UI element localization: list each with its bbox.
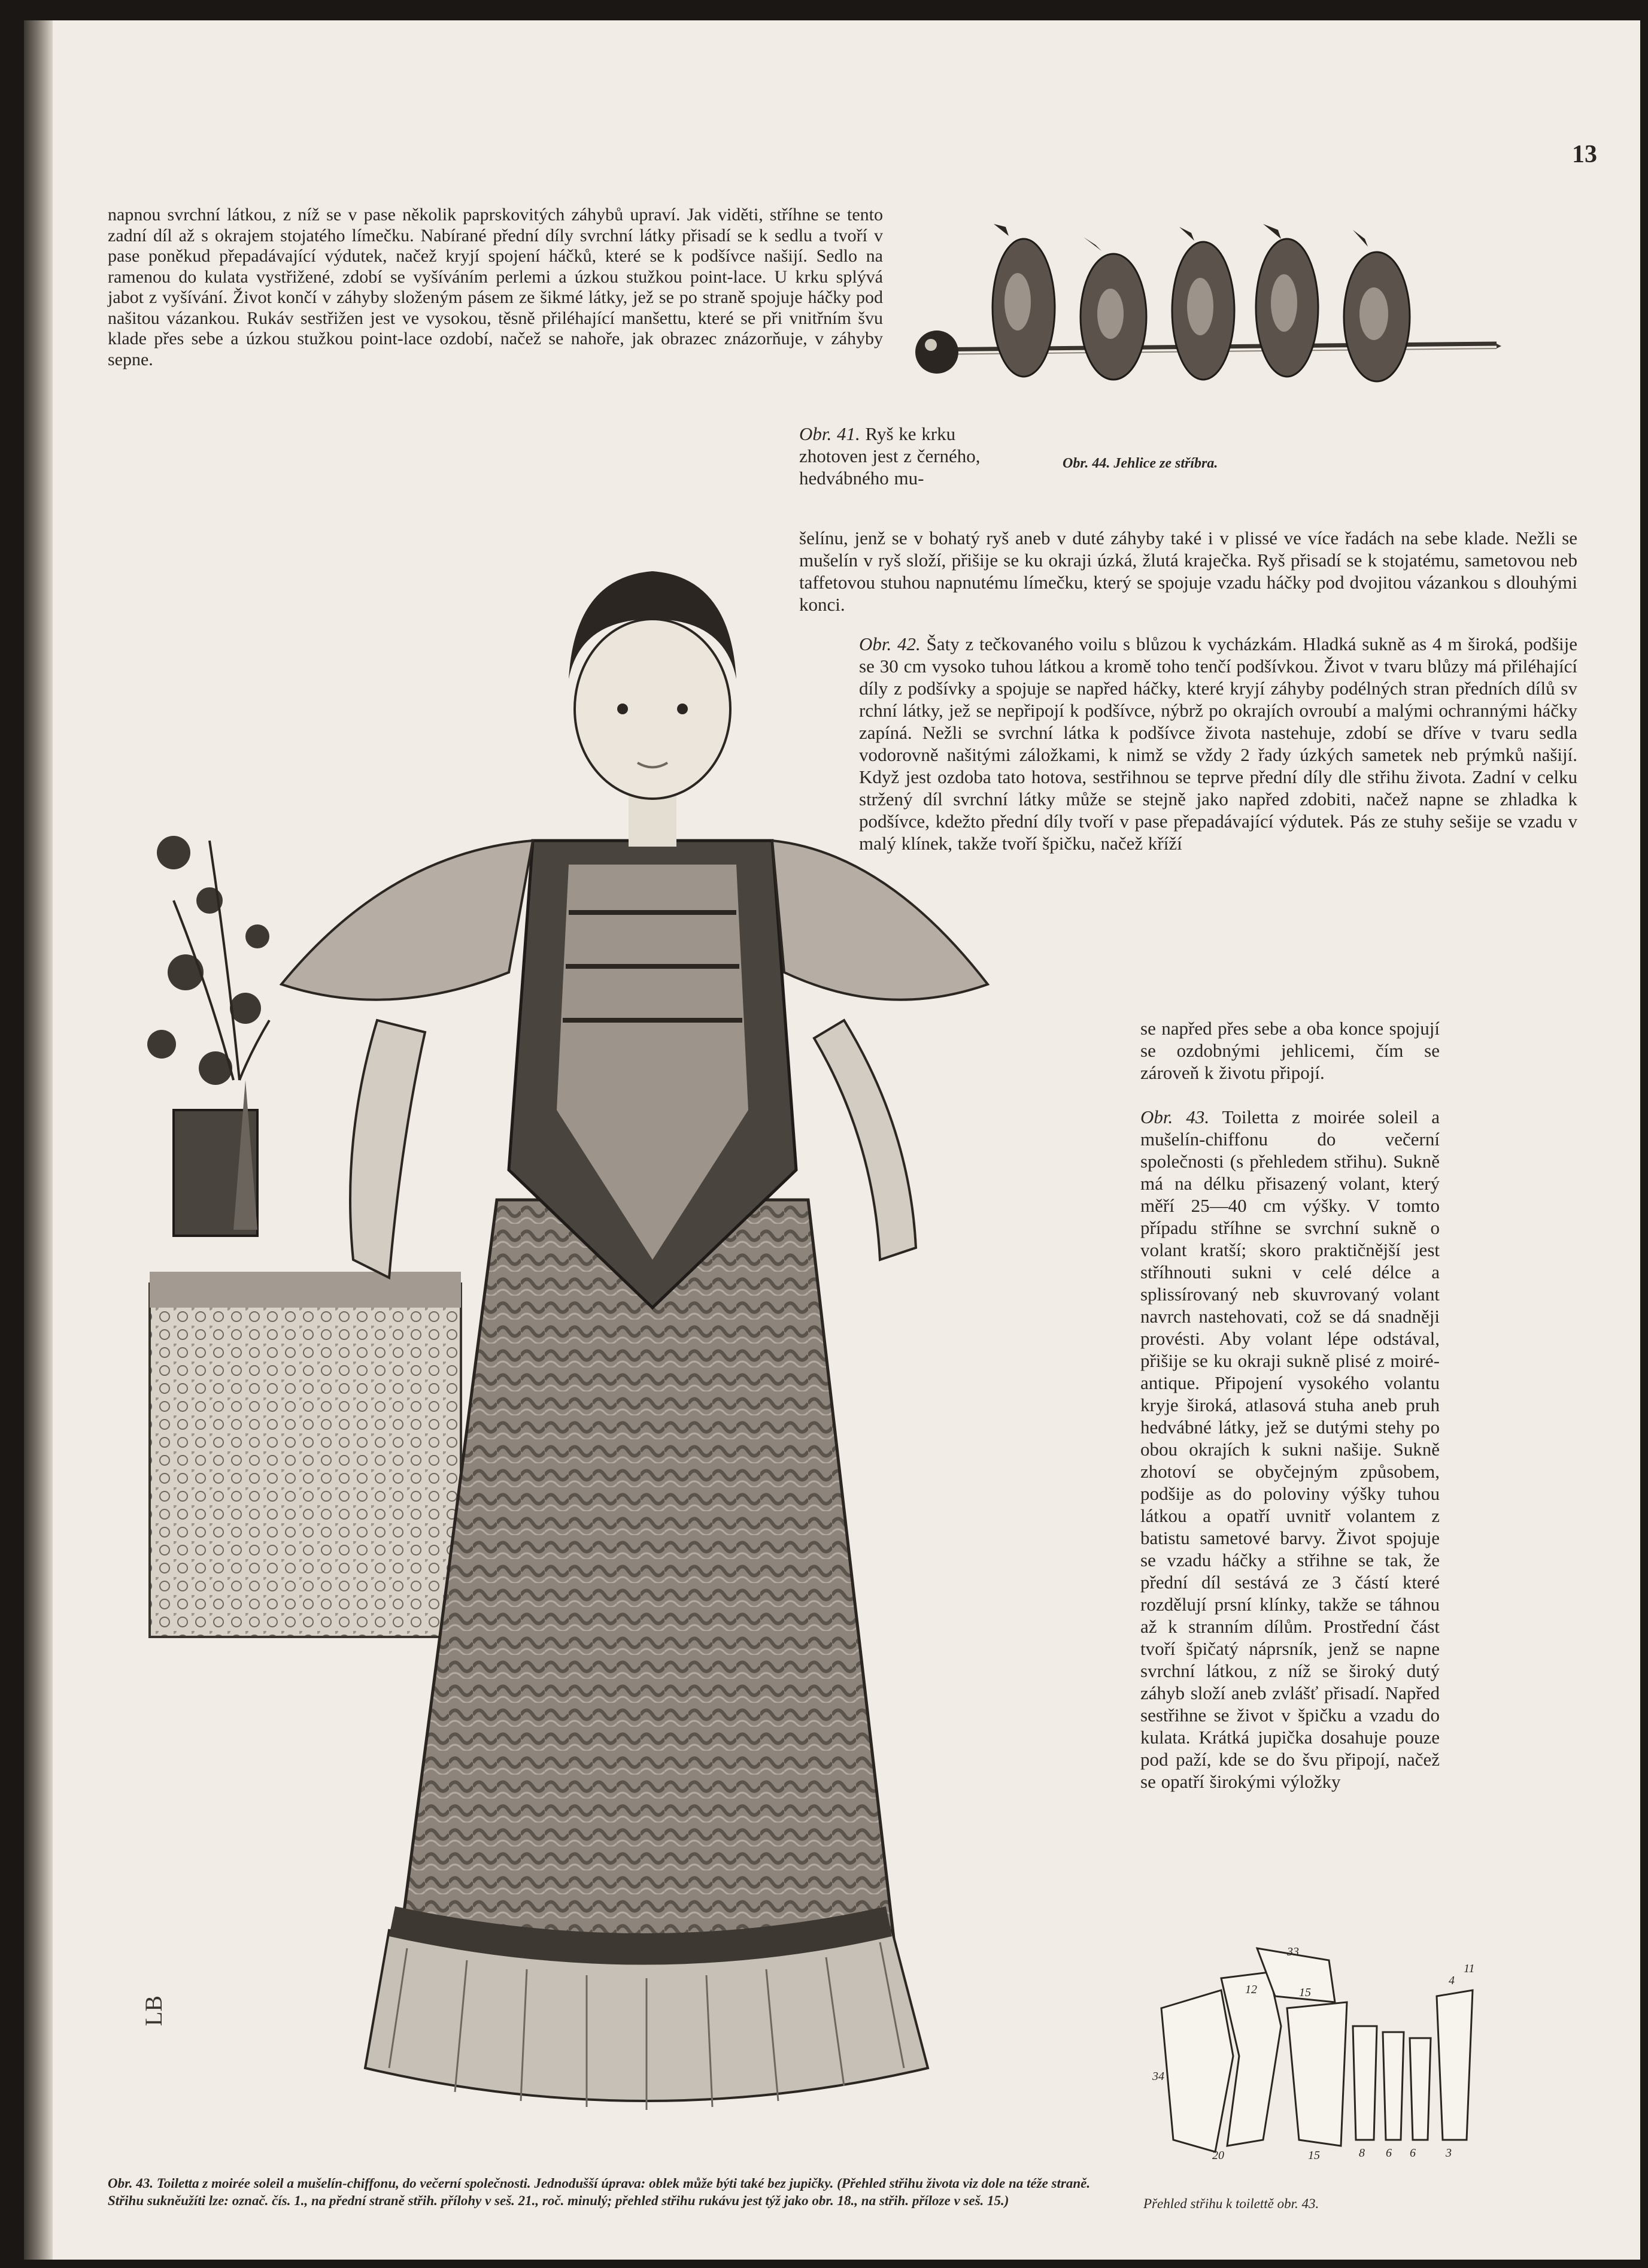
bodice-pattern-pieces-drawing: [1149, 1936, 1485, 2164]
text-obr42-end: se napřed přes sebe a oba konce spojují se ozdobnými jehlicemi, čím se zároveň k životu připojí.: [1140, 1018, 1440, 1083]
fashion-plate-illustration: [138, 481, 1107, 2170]
evening-gown-figure-drawing: [138, 481, 1107, 2170]
caption-pattern-overview: Přehled střihu k toilettě obr. 43.: [1143, 2196, 1319, 2211]
text-block-top: napnou svrchní látkou, z níž se v pase několik paprskovitých záhybů upraví. Jak viděti, stříhne se tento zadní díl až s okrajem stojatého límečku. Nabírané přední díly svrchní látky přisadí se k sedlu a tvoří v pase poněkud přepadávající výdutek, načež kryjí spojení háčků, které se k podšívce našijí. Sedlo na ramenou do kulata vystřižené, zdobí se vyšíváním perlemi a úzkou stužkou point-lace. U krku splývá jabot z vyšívání. Život končí v záhyby složeným pásem ze šikmé látky, jež se po straně spojuje háčky pod našitou vázankou. Rukáv sestřižen jest ve vysokou, těsně přiléhající manšettu, které se při vnitřním švu klade přes sebe a úzkou stužkou point-lace ozdobí, načež se nahoře, jak obrazec znázorňuje, v záhyby sepne.: [108, 205, 883, 369]
text-obr41-intro: Ryš ke krku zhotoven jest z černého, hedvábného mu-: [799, 423, 981, 489]
pattern-overview-diagram: [1149, 1936, 1485, 2164]
text-obr41-b: šelínu, jenž se v bohatý ryš aneb v duté záhyby také i v plissé ve více řadách na sebe klade. Nežli se mušelín v ryš složí, přišije se ku okraji úzká, žlutá kraječka. Ryš přisadí se k stojatému, sametovou neb taffetovou stuhou napnutému límečku, který se spojuje vzadu háčky pod dvojitou vázankou s dlouhými konci.: [799, 527, 1577, 615]
pattern-num: 8: [1359, 2146, 1365, 2160]
label-obr43: Obr. 43.: [1140, 1106, 1210, 1127]
binding-gutter: [24, 20, 53, 2260]
text-obr41-a: [799, 423, 1006, 489]
pattern-num: 6: [1410, 2146, 1416, 2160]
artist-signature: LB: [140, 1995, 167, 2026]
pattern-num: 33: [1287, 1945, 1299, 1958]
pattern-num: 12: [1245, 1983, 1257, 1996]
page-number: 13: [1572, 141, 1597, 168]
pattern-num: 15: [1308, 2149, 1320, 2162]
magazine-page: [24, 20, 1640, 2260]
caption-main-figure: Obr. 43. Toiletta z moirée soleil a mušelín-chiffonu, do večerní společnosti. Jednodušší úprava: oblek může býti také bez jupičky. (Přehled střihu života viz dole na téže straně. Střihu sukněužíti lze: označ. čís. 1., na přední straně střih. přílohy v seš. 21., roč. minulý; přehled střihu rukávu jest týž jako obr. 18., na střih. příloze v seš. 15.): [108, 2176, 1091, 2208]
caption-hairpin: Obr. 44. Jehlice ze stříbra.: [1063, 456, 1218, 471]
text-obr43: [1140, 1106, 1440, 1793]
label-obr42: Obr. 42.: [859, 633, 921, 654]
pattern-num: 34: [1152, 2070, 1164, 2083]
pattern-num: 11: [1464, 1962, 1475, 1975]
text-obr43-body: Toiletta z moirée soleil a mušelín-chiffonu do večerní společnosti (s přehledem střihu). Sukně má na délku přisazený volant, který měří 25—40 cm výšky. V tomto případu stříhne se svrchní sukně o volant kratší; skoro praktičnější jest stříhnouti sukni v celé délce a splissírovaný neb skuvrovaný volant navrch nastehovati, což se dá snadněji provésti. Aby volant lépe odstával, přišije se ku okraji sukně plisé z moiré-antique. Připojení vysokého volantu kryje široká, atlasová stuha aneb pruh hedvábné látky, jež se dutými stehy po obou okrajích k sukni našije. Sukně zhotoví se obyčejným způsobem, podšije as do poloviny výšky tuhou látkou a opatří uvnitř volantem z batistu sametové barvy. Život spojuje se vzadu háčky a střihne se tak, že přední díl sestává ze 3 částí které rozdělují prsní klínky, takže se táhnou až k stranním dílům. Prostřední část tvoří špičatý náprsník, jenž se napne svrchní látkou, z níž se široký dutý záhyb složí aneb zvlášť přisadí. Napřed sestřihne se život v špičku a vzadu do kulata. Krátká jupička dosahuje pouze pod paží, kde se do švu připojí, načež se opatří širokými výložky: [1140, 1106, 1440, 1792]
pattern-num: 20: [1212, 2149, 1224, 2162]
label-obr41: Obr. 41.: [799, 423, 860, 444]
pattern-num: 3: [1446, 2146, 1452, 2160]
pattern-num: 4: [1449, 1974, 1455, 1987]
pattern-num: 15: [1299, 1986, 1311, 1999]
text-obr42-body: Šaty z tečkovaného voilu s blůzou k vycházkám. Hladká sukně as 4 m široká, podšije se 30 cm vysoko tuhou látkou a kromě toho tenčí podšívkou. Život v tvaru blůzy má přiléhající díly z podšívky a spojuje se napřed háčky, které kryjí záhyby podélných stran předních dílů sv rchní látky, jež se nepřipojí k podšívce, nýbrž po okrajích ovroubí a malými ochrannými háčky zapíná. Nežli se svrchní látka k podšívce života nastehuje, zdobí se dříve v tvaru sedla vodorovně našitými záložkami, k nimž se vždy 2 řady úzkých sametek neb prýmků našijí. Když jest ozdoba tato hotova, sestřihnou se teprve přední díly dle střihu života. Zadní v celku stržený díl svrchní látky může se stejně jako napřed zdobiti, načež napne se zhladka k podšívce, kdežto přední díly tvoří v pase přepadávající výdutek. Pás ze stuhy sešije se vzadu v malý klínek, takže tvoří špičku, načež kříží: [859, 633, 1578, 854]
pattern-num: 6: [1386, 2146, 1392, 2160]
